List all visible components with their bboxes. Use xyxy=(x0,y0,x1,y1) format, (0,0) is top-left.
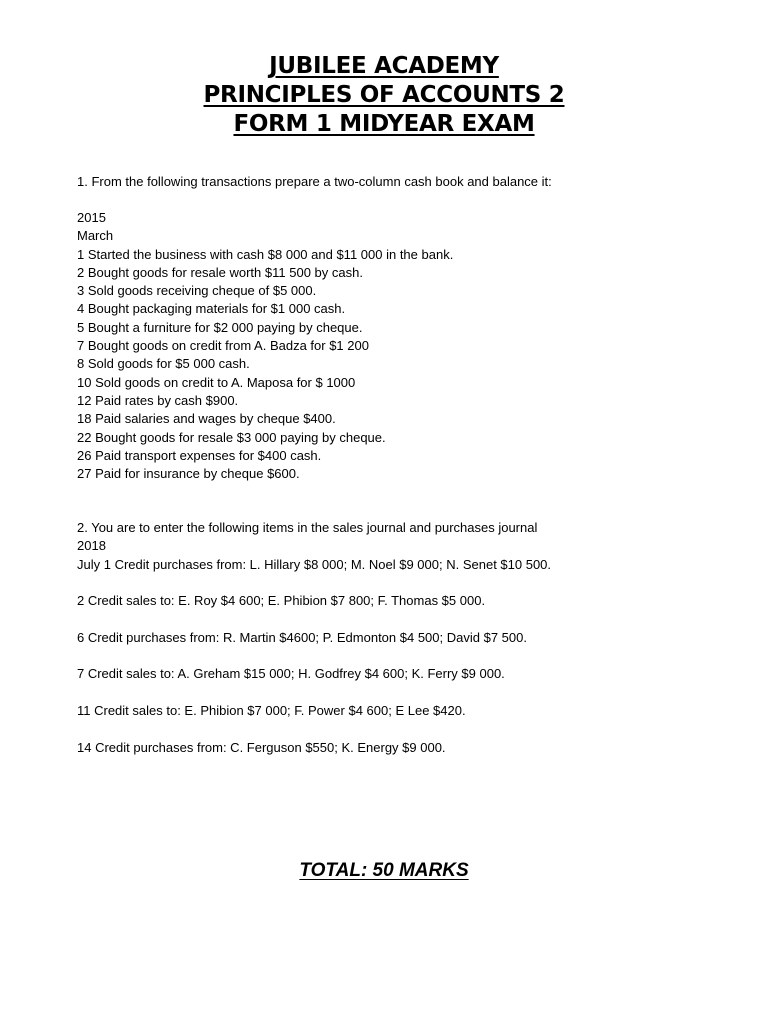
transaction-line: 4 Bought packaging materials for $1 000 cash. xyxy=(77,301,346,317)
question-1-transactions xyxy=(77,209,717,483)
total-marks: TOTAL: 50 MARKS xyxy=(299,860,469,881)
exam-title: FORM 1 MIDYEAR EXAM xyxy=(233,111,535,137)
transaction-line: 1 Started the business with cash $8 000 and $11 000 in the bank. xyxy=(77,246,454,262)
journal-entry-line: 6 Credit purchases from: R. Martin $4600; P. Edmonton $4 500; David $7 500. xyxy=(77,629,527,645)
transaction-line: 3 Sold goods receiving cheque of $5 000. xyxy=(77,283,317,299)
question-2-intro: 2. You are to enter the following items in the sales journal and purchases journal xyxy=(77,520,538,535)
question-1-year: 2015 xyxy=(77,210,106,225)
transaction-line: 26 Paid transport expenses for $400 cash. xyxy=(77,447,322,463)
question-1-intro-block xyxy=(77,173,717,191)
journal-entry-line: 7 Credit sales to: A. Greham $15 000; H. Godfrey $4 600; K. Ferry $9 000. xyxy=(77,666,505,682)
transaction-line: 10 Sold goods on credit to A. Maposa for $ 1000 xyxy=(77,374,356,390)
journal-entry-line: July 1 Credit purchases from: L. Hillary $8 000; M. Noel $9 000; N. Senet $10 500. xyxy=(77,556,552,572)
subject-title: PRINCIPLES OF ACCOUNTS 2 xyxy=(203,82,565,108)
question-1-intro: 1. From the following transactions prepare a two-column cash book and balance it: xyxy=(77,174,552,189)
journal-entry-line: 2 Credit sales to: E. Roy $4 600; E. Phibion $7 800; F. Thomas $5 000. xyxy=(77,593,486,609)
transaction-line: 27 Paid for insurance by cheque $600. xyxy=(77,466,300,482)
transaction-line: 22 Bought goods for resale $3 000 paying by cheque. xyxy=(77,429,386,445)
journal-entry-line: 14 Credit purchases from: C. Ferguson $550; K. Energy $9 000. xyxy=(77,739,446,755)
transaction-line: 12 Paid rates by cash $900. xyxy=(77,392,239,408)
transaction-line: 18 Paid salaries and wages by cheque $400. xyxy=(77,411,336,427)
question-2-block xyxy=(77,519,717,775)
transaction-line: 8 Sold goods for $5 000 cash. xyxy=(77,356,250,372)
exam-header xyxy=(0,52,768,139)
transaction-line: 2 Bought goods for resale worth $11 500 by cash. xyxy=(77,264,363,280)
question-1-month: March xyxy=(77,228,114,244)
school-name: JUBILEE ACADEMY xyxy=(269,53,499,79)
transaction-line: 7 Bought goods on credit from A. Badza for $1 200 xyxy=(77,338,369,354)
question-2-year: 2018 xyxy=(77,538,106,554)
journal-entry-line: 11 Credit sales to: E. Phibion $7 000; F. Power $4 600; E Lee $420. xyxy=(77,702,466,718)
transaction-line: 5 Bought a furniture for $2 000 paying by cheque. xyxy=(77,319,363,335)
